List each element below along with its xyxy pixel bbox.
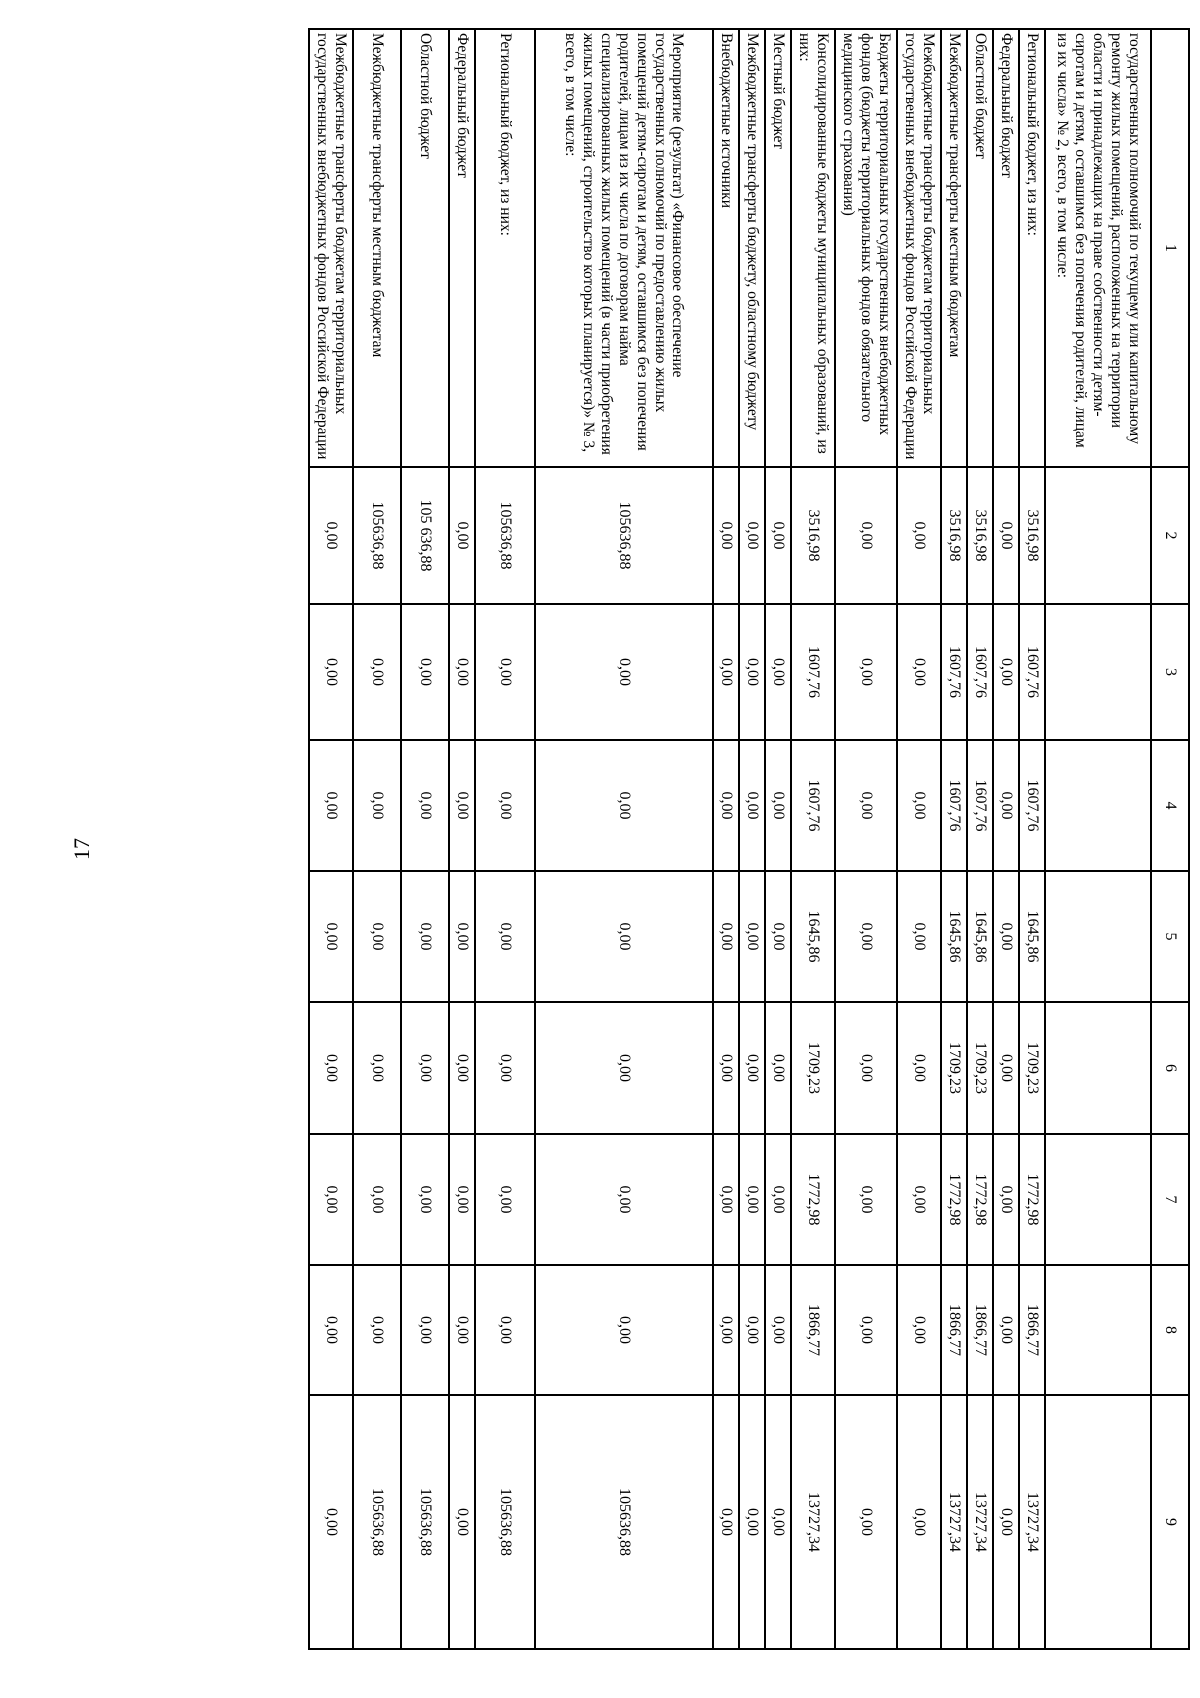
cell-col-4: 1607,76 bbox=[967, 740, 993, 871]
cell-col-9: 13727,34 bbox=[791, 1395, 835, 1649]
cell-col-7: 0,00 bbox=[835, 1134, 897, 1265]
cell-col-4: 0,00 bbox=[309, 740, 353, 871]
cell-col-5: 0,00 bbox=[309, 871, 353, 1002]
row-label: Мероприятие (результат) «Финансовое обеспечение государственных полномочий по предоставлению жилых помещений детям-сиротам и детям, оставшимся без попечения родителей, лицам из их числа по договорам найма специализированных жилых помещений (в части приобретения жилых помещений, строительство которых планируется)» № 3, всего, в том числе: bbox=[535, 29, 713, 467]
table-row bbox=[401, 29, 449, 1649]
cell-col-7: 0,00 bbox=[535, 1134, 713, 1265]
row-label: государственных полномочий по текущему или капитальному ремонту жилых помещений, расположенных на территории области и принадлежащих на праве собственности детям-сиротам и детям, оставшимся без попечения родителей, лицам из их числа» № 2, всего, в том числе: bbox=[1045, 29, 1151, 467]
cell-col-7: 0,00 bbox=[713, 1134, 739, 1265]
cell-col-6: 0,00 bbox=[309, 1002, 353, 1134]
cell-col-8 bbox=[1045, 1265, 1151, 1395]
cell-col-2: 0,00 bbox=[993, 467, 1019, 604]
cell-col-5: 0,00 bbox=[713, 871, 739, 1002]
cell-col-8: 0,00 bbox=[449, 1265, 475, 1395]
cell-col-9 bbox=[1045, 1395, 1151, 1649]
cell-col-2: 105636,88 bbox=[535, 467, 713, 604]
cell-col-2: 105636,88 bbox=[475, 467, 535, 604]
cell-col-7: 0,00 bbox=[897, 1134, 941, 1265]
cell-col-3: 0,00 bbox=[475, 604, 535, 740]
row-label: Внебюджетные источники bbox=[713, 29, 739, 467]
row-label: Областной бюджет bbox=[967, 29, 993, 467]
cell-col-9: 105636,88 bbox=[475, 1395, 535, 1649]
row-label: Региональный бюджет, из них: bbox=[1019, 29, 1045, 467]
table-row bbox=[765, 29, 791, 1649]
cell-col-3: 1607,76 bbox=[1019, 604, 1045, 740]
cell-col-7: 0,00 bbox=[739, 1134, 765, 1265]
row-label: Региональный бюджет, из них: bbox=[475, 29, 535, 467]
cell-col-4: 0,00 bbox=[739, 740, 765, 871]
cell-col-9: 13727,34 bbox=[941, 1395, 967, 1649]
rotated-table-sheet bbox=[200, 28, 1190, 1648]
col-header-6: 6 bbox=[1151, 1002, 1189, 1134]
cell-col-8: 0,00 bbox=[897, 1265, 941, 1395]
cell-col-8: 1866,77 bbox=[791, 1265, 835, 1395]
cell-col-6: 0,00 bbox=[449, 1002, 475, 1134]
cell-col-8: 1866,77 bbox=[967, 1265, 993, 1395]
cell-col-5: 1645,86 bbox=[967, 871, 993, 1002]
table-row bbox=[1045, 29, 1151, 1649]
cell-col-7: 0,00 bbox=[765, 1134, 791, 1265]
cell-col-5: 0,00 bbox=[475, 871, 535, 1002]
cell-col-5: 1645,86 bbox=[791, 871, 835, 1002]
cell-col-6: 1709,23 bbox=[941, 1002, 967, 1134]
cell-col-3: 0,00 bbox=[993, 604, 1019, 740]
table-row bbox=[475, 29, 535, 1649]
cell-col-6: 1709,23 bbox=[967, 1002, 993, 1134]
cell-col-2: 0,00 bbox=[309, 467, 353, 604]
cell-col-6: 0,00 bbox=[739, 1002, 765, 1134]
cell-col-4 bbox=[1045, 740, 1151, 871]
cell-col-2: 0,00 bbox=[835, 467, 897, 604]
cell-col-5: 0,00 bbox=[765, 871, 791, 1002]
cell-col-2: 105 636,88 bbox=[401, 467, 449, 604]
row-label: Межбюджетные трансферты бюджетам территориальных государственных внебюджетных фондов Российской Федерации bbox=[309, 29, 353, 467]
cell-col-3: 0,00 bbox=[713, 604, 739, 740]
cell-col-6: 0,00 bbox=[835, 1002, 897, 1134]
cell-col-2: 105636,88 bbox=[353, 467, 401, 604]
page-number: 17 bbox=[69, 838, 94, 860]
cell-col-6: 0,00 bbox=[353, 1002, 401, 1134]
cell-col-5: 1645,86 bbox=[941, 871, 967, 1002]
col-header-3: 3 bbox=[1151, 604, 1189, 740]
cell-col-5: 0,00 bbox=[835, 871, 897, 1002]
row-label: Межбюджетные трансферты местным бюджетам bbox=[941, 29, 967, 467]
cell-col-9: 105636,88 bbox=[401, 1395, 449, 1649]
cell-col-3: 1607,76 bbox=[791, 604, 835, 740]
table-row bbox=[993, 29, 1019, 1649]
cell-col-4: 0,00 bbox=[353, 740, 401, 871]
cell-col-2: 0,00 bbox=[765, 467, 791, 604]
cell-col-7 bbox=[1045, 1134, 1151, 1265]
row-label: Межбюджетные трансферты местным бюджетам bbox=[353, 29, 401, 467]
col-header-2: 2 bbox=[1151, 467, 1189, 604]
cell-col-5: 0,00 bbox=[449, 871, 475, 1002]
cell-col-5: 0,00 bbox=[535, 871, 713, 1002]
table-row bbox=[713, 29, 739, 1649]
cell-col-2: 3516,98 bbox=[791, 467, 835, 604]
cell-col-3: 0,00 bbox=[401, 604, 449, 740]
cell-col-7: 0,00 bbox=[993, 1134, 1019, 1265]
cell-col-7: 0,00 bbox=[309, 1134, 353, 1265]
cell-col-6: 0,00 bbox=[535, 1002, 713, 1134]
table-row bbox=[897, 29, 941, 1649]
cell-col-4: 1607,76 bbox=[1019, 740, 1045, 871]
cell-col-7: 0,00 bbox=[401, 1134, 449, 1265]
cell-col-9: 13727,34 bbox=[967, 1395, 993, 1649]
col-header-9: 9 bbox=[1151, 1395, 1189, 1649]
cell-col-3 bbox=[1045, 604, 1151, 740]
table-row bbox=[791, 29, 835, 1649]
cell-col-5: 0,00 bbox=[897, 871, 941, 1002]
cell-col-3: 0,00 bbox=[739, 604, 765, 740]
col-header-7: 7 bbox=[1151, 1134, 1189, 1265]
cell-col-9: 105636,88 bbox=[535, 1395, 713, 1649]
cell-col-8: 0,00 bbox=[993, 1265, 1019, 1395]
cell-col-8: 0,00 bbox=[353, 1265, 401, 1395]
row-label: Консолидированные бюджеты муниципальных образований, из них: bbox=[791, 29, 835, 467]
row-label: Местный бюджет bbox=[765, 29, 791, 467]
cell-col-9: 0,00 bbox=[309, 1395, 353, 1649]
cell-col-5: 0,00 bbox=[993, 871, 1019, 1002]
cell-col-4: 0,00 bbox=[993, 740, 1019, 871]
cell-col-2: 0,00 bbox=[897, 467, 941, 604]
cell-col-8: 0,00 bbox=[739, 1265, 765, 1395]
cell-col-3: 0,00 bbox=[765, 604, 791, 740]
cell-col-7: 1772,98 bbox=[941, 1134, 967, 1265]
cell-col-6: 1709,23 bbox=[791, 1002, 835, 1134]
cell-col-3: 0,00 bbox=[897, 604, 941, 740]
cell-col-4: 0,00 bbox=[835, 740, 897, 871]
row-label: Федеральный бюджет bbox=[993, 29, 1019, 467]
table-row bbox=[941, 29, 967, 1649]
cell-col-7: 0,00 bbox=[475, 1134, 535, 1265]
cell-col-9: 0,00 bbox=[449, 1395, 475, 1649]
cell-col-3: 0,00 bbox=[835, 604, 897, 740]
col-header-8: 8 bbox=[1151, 1265, 1189, 1395]
table-row bbox=[835, 29, 897, 1649]
cell-col-5: 1645,86 bbox=[1019, 871, 1045, 1002]
cell-col-5: 0,00 bbox=[401, 871, 449, 1002]
col-header-4: 4 bbox=[1151, 740, 1189, 871]
cell-col-3: 1607,76 bbox=[967, 604, 993, 740]
cell-col-9: 0,00 bbox=[713, 1395, 739, 1649]
cell-col-9: 0,00 bbox=[739, 1395, 765, 1649]
cell-col-2: 3516,98 bbox=[1019, 467, 1045, 604]
table-row bbox=[1019, 29, 1045, 1649]
cell-col-4: 0,00 bbox=[897, 740, 941, 871]
table-row bbox=[967, 29, 993, 1649]
cell-col-8: 1866,77 bbox=[941, 1265, 967, 1395]
cell-col-6: 1709,23 bbox=[1019, 1002, 1045, 1134]
col-header-1: 1 bbox=[1151, 29, 1189, 467]
cell-col-4: 0,00 bbox=[713, 740, 739, 871]
cell-col-7: 1772,98 bbox=[791, 1134, 835, 1265]
table-row bbox=[353, 29, 401, 1649]
cell-col-3: 0,00 bbox=[535, 604, 713, 740]
cell-col-2: 0,00 bbox=[739, 467, 765, 604]
cell-col-4: 0,00 bbox=[475, 740, 535, 871]
cell-col-3: 0,00 bbox=[309, 604, 353, 740]
cell-col-4: 0,00 bbox=[449, 740, 475, 871]
cell-col-9: 0,00 bbox=[897, 1395, 941, 1649]
row-label: Межбюджетные трансферты бюджетам территориальных государственных внебюджетных фондов Российской Федерации bbox=[897, 29, 941, 467]
cell-col-4: 1607,76 bbox=[941, 740, 967, 871]
cell-col-8: 0,00 bbox=[475, 1265, 535, 1395]
cell-col-8: 1866,77 bbox=[1019, 1265, 1045, 1395]
header-row bbox=[1151, 29, 1189, 1649]
cell-col-8: 0,00 bbox=[535, 1265, 713, 1395]
table-row bbox=[309, 29, 353, 1649]
row-label: Федеральный бюджет bbox=[449, 29, 475, 467]
table-row bbox=[739, 29, 765, 1649]
cell-col-2: 3516,98 bbox=[941, 467, 967, 604]
cell-col-3: 1607,76 bbox=[941, 604, 967, 740]
col-header-5: 5 bbox=[1151, 871, 1189, 1002]
cell-col-6: 0,00 bbox=[475, 1002, 535, 1134]
cell-col-2: 3516,98 bbox=[967, 467, 993, 604]
cell-col-8: 0,00 bbox=[835, 1265, 897, 1395]
cell-col-4: 0,00 bbox=[765, 740, 791, 871]
cell-col-9: 0,00 bbox=[993, 1395, 1019, 1649]
cell-col-9: 0,00 bbox=[765, 1395, 791, 1649]
row-label: Областной бюджет bbox=[401, 29, 449, 467]
table-row bbox=[535, 29, 713, 1649]
cell-col-6 bbox=[1045, 1002, 1151, 1134]
row-label: Межбюджетные трансферты бюджету, областному бюджету bbox=[739, 29, 765, 467]
cell-col-5: 0,00 bbox=[353, 871, 401, 1002]
cell-col-4: 0,00 bbox=[535, 740, 713, 871]
cell-col-8: 0,00 bbox=[401, 1265, 449, 1395]
cell-col-9: 13727,34 bbox=[1019, 1395, 1045, 1649]
cell-col-6: 0,00 bbox=[897, 1002, 941, 1134]
cell-col-4: 0,00 bbox=[401, 740, 449, 871]
cell-col-5: 0,00 bbox=[739, 871, 765, 1002]
cell-col-5 bbox=[1045, 871, 1151, 1002]
cell-col-6: 0,00 bbox=[765, 1002, 791, 1134]
cell-col-8: 0,00 bbox=[309, 1265, 353, 1395]
cell-col-2: 0,00 bbox=[449, 467, 475, 604]
cell-col-3: 0,00 bbox=[353, 604, 401, 740]
table-body bbox=[309, 29, 1151, 1649]
cell-col-7: 0,00 bbox=[449, 1134, 475, 1265]
cell-col-8: 0,00 bbox=[713, 1265, 739, 1395]
cell-col-6: 0,00 bbox=[713, 1002, 739, 1134]
cell-col-7: 0,00 bbox=[353, 1134, 401, 1265]
budget-table bbox=[308, 28, 1190, 1650]
cell-col-7: 1772,98 bbox=[1019, 1134, 1045, 1265]
row-label: Бюджеты территориальных государственных внебюджетных фондов (бюджеты территориальных фондов обязательного медицинского страхования) bbox=[835, 29, 897, 467]
cell-col-6: 0,00 bbox=[401, 1002, 449, 1134]
cell-col-8: 0,00 bbox=[765, 1265, 791, 1395]
cell-col-2 bbox=[1045, 467, 1151, 604]
cell-col-6: 0,00 bbox=[993, 1002, 1019, 1134]
cell-col-7: 1772,98 bbox=[967, 1134, 993, 1265]
cell-col-9: 0,00 bbox=[835, 1395, 897, 1649]
cell-col-2: 0,00 bbox=[713, 467, 739, 604]
table-row bbox=[449, 29, 475, 1649]
cell-col-3: 0,00 bbox=[449, 604, 475, 740]
cell-col-4: 1607,76 bbox=[791, 740, 835, 871]
cell-col-9: 105636,88 bbox=[353, 1395, 401, 1649]
